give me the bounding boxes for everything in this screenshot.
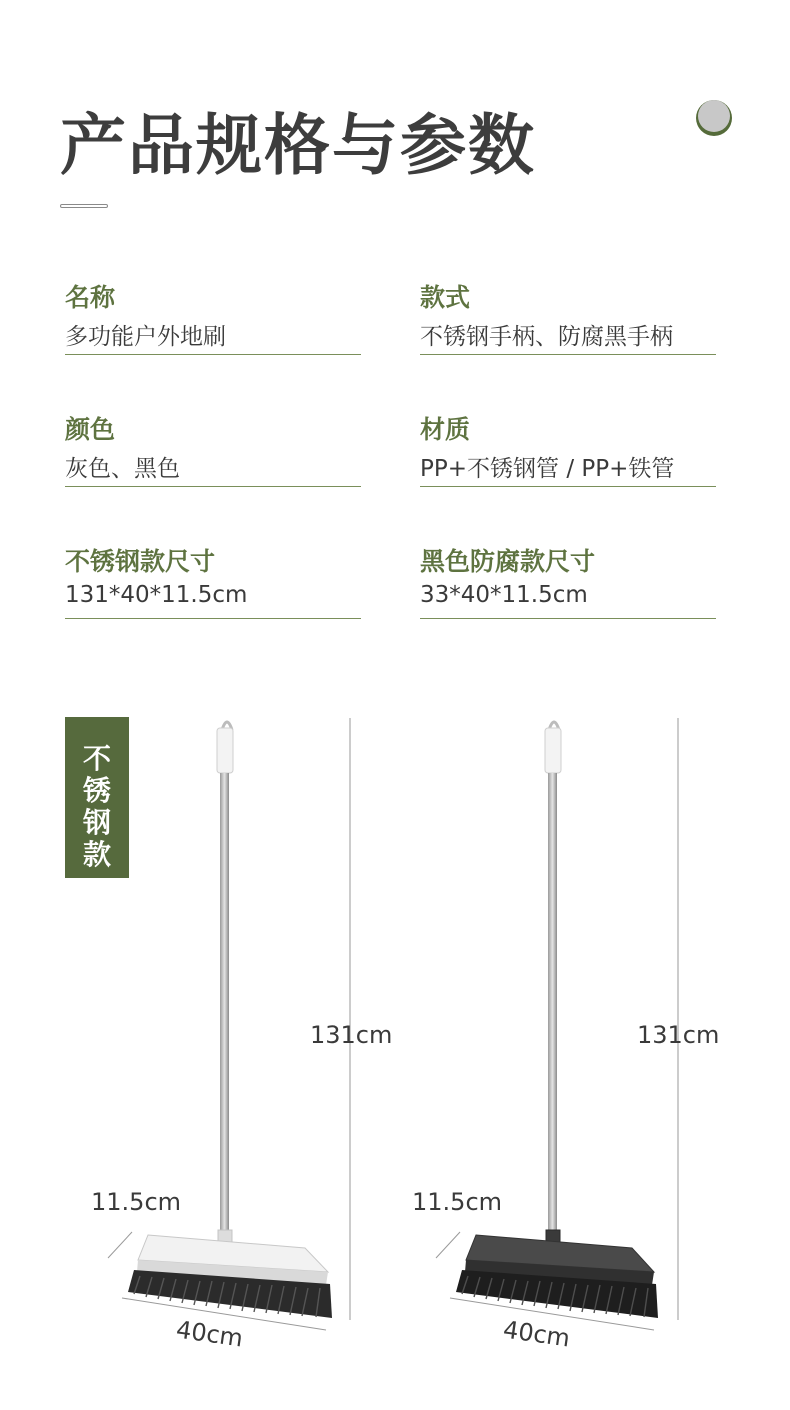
spec-style-label: 款式 bbox=[420, 283, 471, 312]
spec-material-label: 材质 bbox=[420, 415, 471, 444]
spec-color-label: 颜色 bbox=[65, 415, 116, 444]
spec-color-value: 灰色、黑色 bbox=[65, 456, 180, 482]
title-underline bbox=[60, 204, 108, 208]
spec-size-stainless bbox=[65, 542, 361, 619]
tag-char: 款 bbox=[82, 838, 111, 871]
moon-icon-inner bbox=[698, 100, 730, 132]
spec-style-value: 不锈钢手柄、防腐黑手柄 bbox=[420, 324, 673, 350]
spec-size-stainless-label: 不锈钢款尺寸 bbox=[65, 547, 216, 576]
black-brush bbox=[456, 722, 658, 1318]
spec-size-black-label: 黑色防腐款尺寸 bbox=[420, 547, 596, 576]
spec-name-value: 多功能户外地刷 bbox=[65, 324, 226, 350]
spec-material-value: PP+不锈钢管 / PP+铁管 bbox=[420, 456, 675, 482]
depth-guide-stainless bbox=[108, 1232, 132, 1258]
tag-char: 钢 bbox=[82, 806, 111, 839]
depth-label-stainless: 11.5cm bbox=[91, 1188, 182, 1216]
depth-guide-black bbox=[436, 1232, 460, 1258]
spec-color bbox=[65, 410, 361, 487]
width-label-black: 40cm bbox=[501, 1315, 572, 1353]
tag-char: 不 bbox=[82, 742, 111, 775]
spec-material bbox=[420, 410, 716, 487]
spec-name bbox=[65, 278, 361, 355]
depth-label-black: 11.5cm bbox=[412, 1188, 503, 1216]
spec-size-black-value: 33*40*11.5cm bbox=[420, 582, 588, 608]
tag-char: 锈 bbox=[82, 774, 111, 807]
stainless-brush bbox=[128, 722, 332, 1318]
width-label-stainless: 40cm bbox=[174, 1315, 245, 1353]
spec-size-black bbox=[420, 542, 716, 619]
spec-size-stainless-value: 131*40*11.5cm bbox=[65, 582, 248, 608]
spec-style bbox=[420, 278, 716, 355]
height-label-stainless: 131cm bbox=[310, 1021, 393, 1049]
height-label-black: 131cm bbox=[637, 1021, 720, 1049]
spec-name-label: 名称 bbox=[65, 283, 116, 312]
page-title: 产品规格与参数 bbox=[60, 107, 536, 184]
